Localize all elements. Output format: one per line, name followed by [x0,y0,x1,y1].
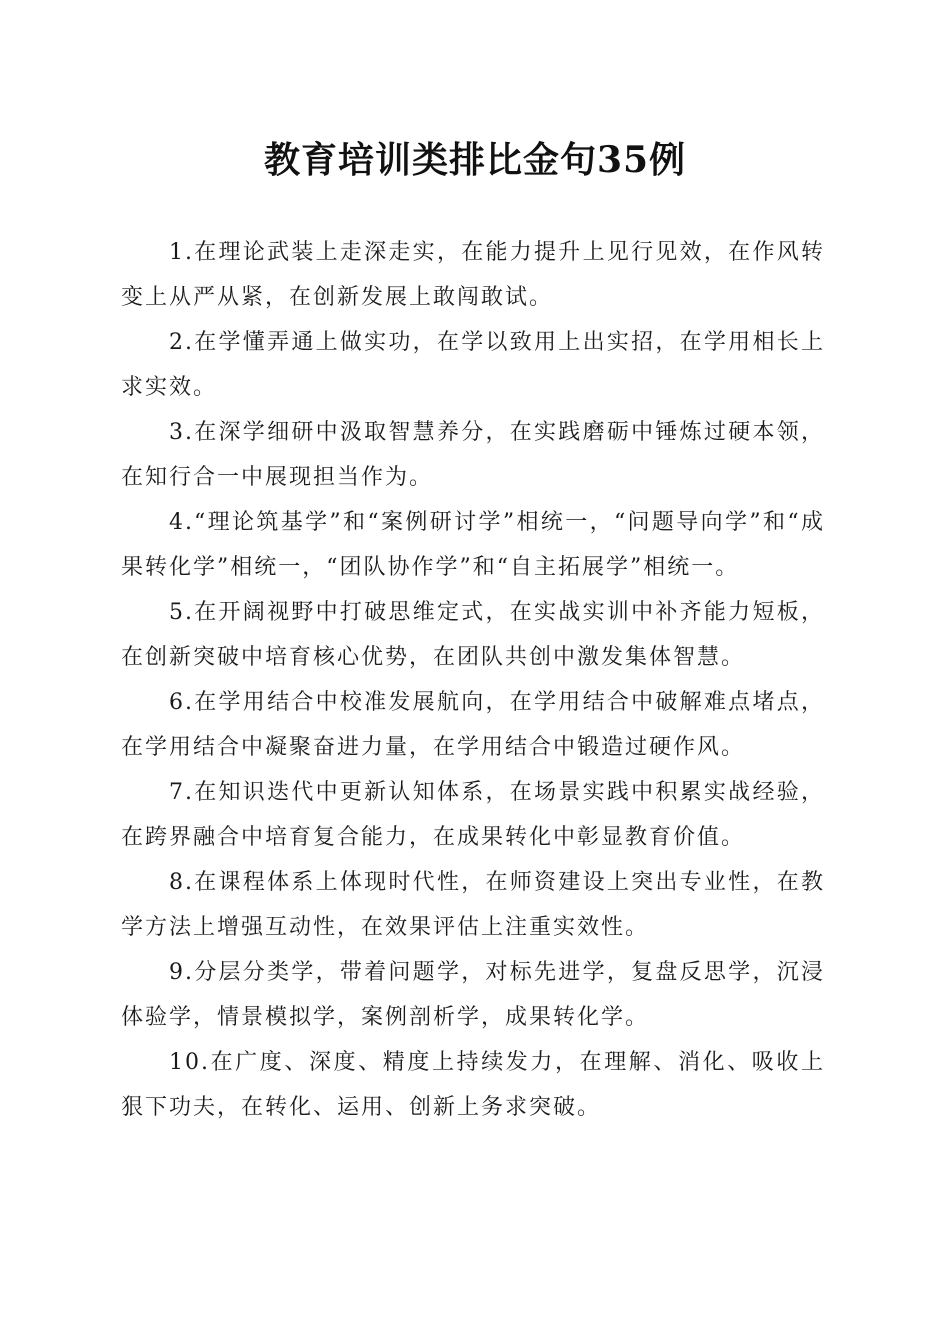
paragraph-1: 1.在理论武装上走深走实，在能力提升上见行见效，在作风转变上从严从紧，在创新发展上敢闯敢试。 [121,240,825,310]
paragraph-7: 7.在知识迭代中更新认知体系，在场景实践中积累实战经验，在跨界融合中培育复合能力，在成果转化中彰显教育价值。 [121,780,825,850]
document-title: 教育培训类排比金句35例 [263,139,687,181]
paragraph-4: 4.“理论筑基学”和“案例研讨学”相统一，“问题导向学”和“成果转化学”相统一，“团队协作学”和“自主拓展学”相统一。 [121,510,825,580]
paragraph-2: 2.在学懂弄通上做实功，在学以致用上出实招，在学用相长上求实效。 [121,330,825,400]
document-body [121,230,825,1130]
paragraph-6: 6.在学用结合中校准发展航向，在学用结合中破解难点堵点，在学用结合中凝聚奋进力量，在学用结合中锻造过硬作风。 [121,690,825,760]
paragraph-8: 8.在课程体系上体现时代性，在师资建设上突出专业性，在教学方法上增强互动性，在效果评估上注重实效性。 [121,870,825,940]
paragraph-3: 3.在深学细研中汲取智慧养分，在实践磨砺中锤炼过硬本领，在知行合一中展现担当作为。 [121,420,825,490]
paragraph-5: 5.在开阔视野中打破思维定式，在实战实训中补齐能力短板，在创新突破中培育核心优势，在团队共创中激发集体智慧。 [121,600,825,670]
paragraph-9: 9.分层分类学，带着问题学，对标先进学，复盘反思学，沉浸体验学，情景模拟学，案例剖析学，成果转化学。 [121,960,825,1030]
paragraph-10: 10.在广度、深度、精度上持续发力，在理解、消化、吸收上狠下功夫，在转化、运用、创新上务求突破。 [121,1050,825,1120]
